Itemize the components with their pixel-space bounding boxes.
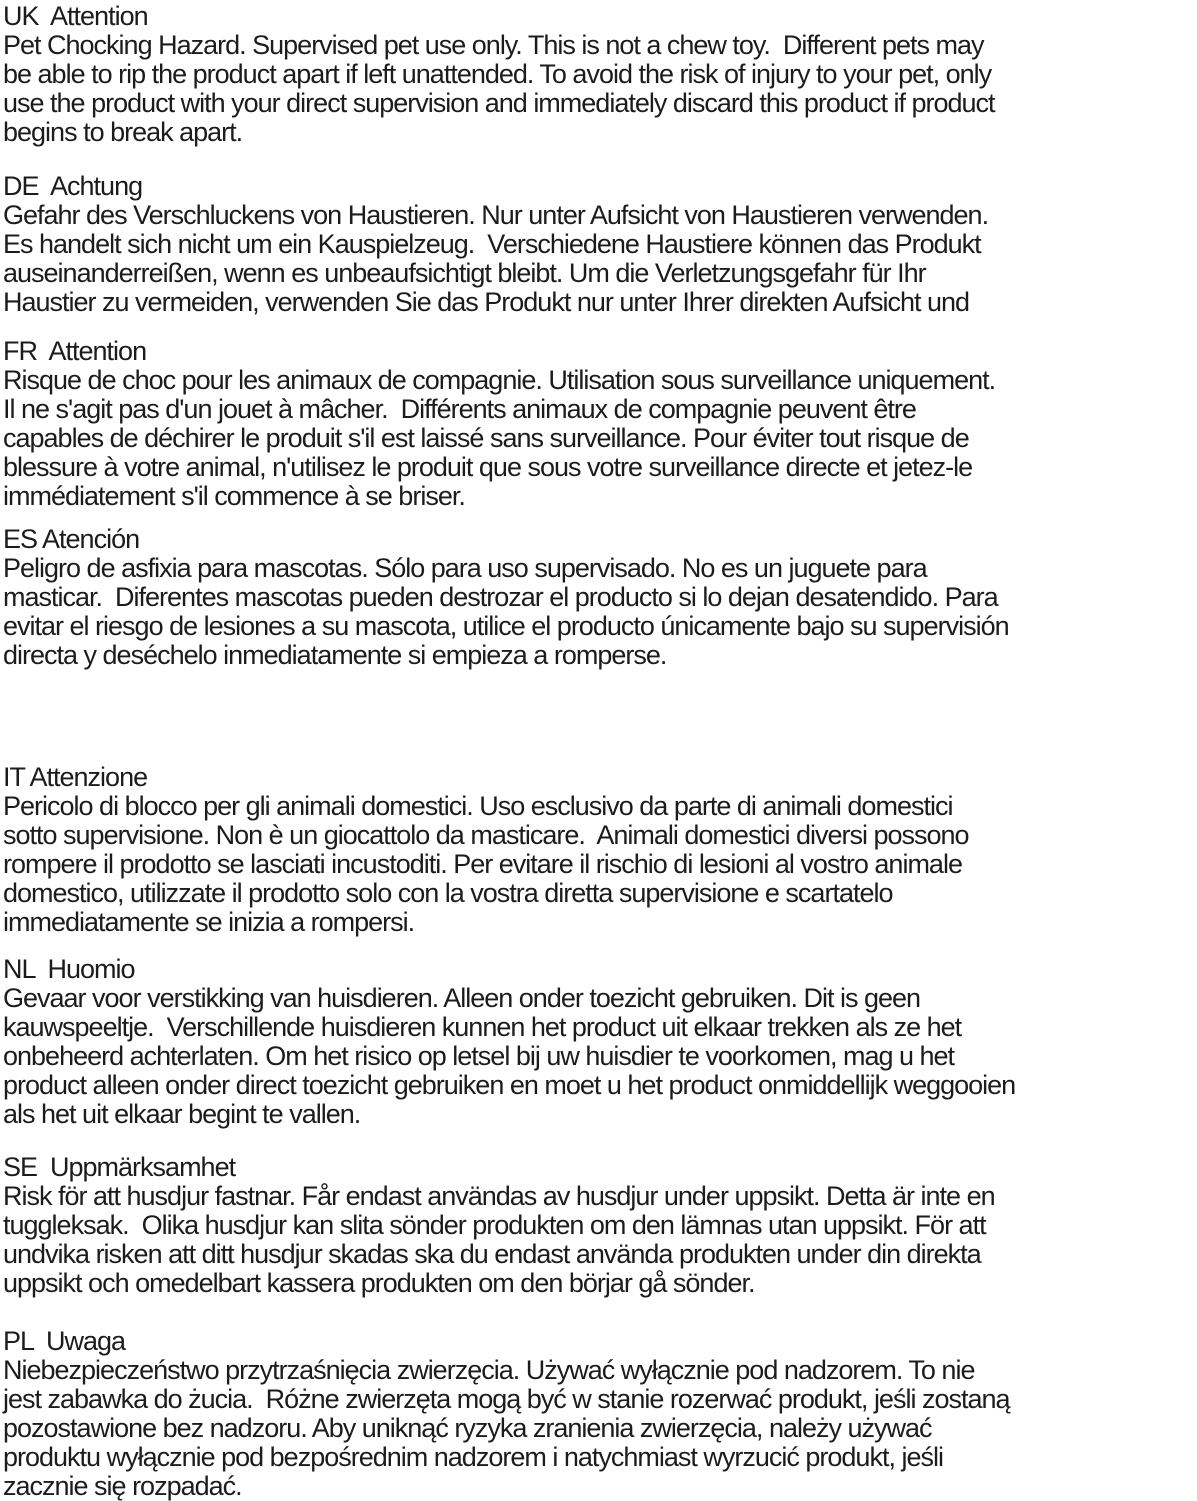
text-line: auseinanderreißen, wenn es unbeaufsichtigt bleibt. Um die Verletzungsgefahr für Ihr bbox=[3, 258, 926, 288]
text-line: tuggleksak. Olika husdjur kan slita sönder produkten om den lämnas utan uppsikt. För att bbox=[3, 1210, 986, 1240]
text-line: be able to rip the product apart if left unattended. To avoid the risk of injury to your pet, only bbox=[3, 59, 992, 89]
text-line: rompere il prodotto se lasciati incustoditi. Per evitare il rischio di lesioni al vostro animale bbox=[3, 849, 962, 879]
section-es bbox=[3, 525, 1197, 670]
text-line: zacznie się rozpadać. bbox=[3, 1471, 242, 1501]
text-line: domestico, utilizzate il prodotto solo con la vostra diretta supervisione e scartatelo bbox=[3, 878, 893, 908]
section-header-nl: NL Huomio bbox=[3, 954, 135, 984]
text-line: capables de déchirer le produit s'il est laissé sans surveillance. Pour éviter tout risque de bbox=[3, 423, 969, 453]
text-line: begins to break apart. bbox=[3, 117, 243, 147]
section-nl bbox=[3, 955, 1197, 1129]
text-line: Pericolo di blocco per gli animali domestici. Uso esclusivo da parte di animali domestici bbox=[3, 791, 953, 821]
section-pl bbox=[3, 1327, 1197, 1501]
text-line: kauwspeeltje. Verschillende huisdieren kunnen het product uit elkaar trekken als ze het bbox=[3, 1012, 962, 1042]
section-fr bbox=[3, 337, 1197, 511]
text-line: Risk för att husdjur fastnar. Får endast användas av husdjur under uppsikt. Detta är inte en bbox=[3, 1181, 995, 1211]
text-line: masticar. Diferentes mascotas pueden destrozar el producto si lo dejan desatendido. Para bbox=[3, 582, 998, 612]
section-it bbox=[3, 763, 1197, 937]
section-header-pl: PL Uwaga bbox=[3, 1326, 126, 1356]
text-line: als het uit elkaar begint te vallen. bbox=[3, 1099, 361, 1129]
section-header-fr: FR Attention bbox=[3, 336, 147, 366]
text-line: Niebezpieczeństwo przytrzaśnięcia zwierzęcia. Używać wyłącznie pod nadzorem. To nie bbox=[3, 1355, 975, 1385]
text-line: evitar el riesgo de lesiones a su mascota, utilice el producto únicamente bajo su supervisión bbox=[3, 611, 1009, 641]
text-line: Es handelt sich nicht um ein Kauspielzeug. Verschiedene Haustiere können das Produkt bbox=[3, 229, 981, 259]
section-header-de: DE Achtung bbox=[3, 171, 143, 201]
section-header-es: ES Atención bbox=[3, 524, 140, 554]
text-line: Gefahr des Verschluckens von Haustieren. Nur unter Aufsicht von Haustieren verwenden. bbox=[3, 200, 989, 230]
text-line: immédiatement s'il commence à se briser. bbox=[3, 481, 465, 511]
text-line: uppsikt och omedelbart kassera produkten om den börjar gå sönder. bbox=[3, 1268, 755, 1298]
text-line: Haustier zu vermeiden, verwenden Sie das Produkt nur unter Ihrer direkten Aufsicht und bbox=[3, 287, 970, 317]
text-line: Pet Chocking Hazard. Supervised pet use only. This is not a chew toy. Different pets may bbox=[3, 30, 984, 60]
section-header-it: IT Attenzione bbox=[3, 762, 148, 792]
text-line: jest zabawka do żucia. Różne zwierzęta mogą być w stanie rozerwać produkt, jeśli zostaną bbox=[3, 1384, 1010, 1414]
text-line: Gevaar voor verstikking van huisdieren. Alleen onder toezicht gebruiken. Dit is geen bbox=[3, 983, 921, 1013]
text-line: product alleen onder direct toezicht gebruiken en moet u het product onmiddellijk weggooien bbox=[3, 1070, 1016, 1100]
text-line: onbeheerd achterlaten. Om het risico op letsel bij uw huisdier te voorkomen, mag u het bbox=[3, 1041, 955, 1071]
section-se bbox=[3, 1153, 1197, 1298]
text-line: blessure à votre animal, n'utilisez le produit que sous votre surveillance directe et jetez-le bbox=[3, 452, 973, 482]
section-de bbox=[3, 172, 1197, 317]
text-line: use the product with your direct supervision and immediately discard this product if product bbox=[3, 88, 995, 118]
section-header-uk: UK Attention bbox=[3, 1, 148, 31]
text-line: pozostawione bez nadzoru. Aby uniknąć ryzyka zranienia zwierzęcia, należy używać bbox=[3, 1413, 932, 1443]
text-line: produktu wyłącznie pod bezpośrednim nadzorem i natychmiast wyrzucić produkt, jeśli bbox=[3, 1442, 943, 1472]
text-line: Il ne s'agit pas d'un jouet à mâcher. Différents animaux de compagnie peuvent être bbox=[3, 394, 916, 424]
section-header-se: SE Uppmärksamhet bbox=[3, 1152, 236, 1182]
text-line: undvika risken att ditt husdjur skadas ska du endast använda produkten under din direkta bbox=[3, 1239, 981, 1269]
text-line: Peligro de asfixia para mascotas. Sólo para uso supervisado. No es un juguete para bbox=[3, 553, 927, 583]
text-line: sotto supervisione. Non è un giocattolo da masticare. Animali domestici diversi possono bbox=[3, 820, 969, 850]
section-uk bbox=[3, 2, 1197, 147]
text-line: immediatamente se inizia a rompersi. bbox=[3, 907, 415, 937]
text-line: directa y deséchelo inmediatamente si empieza a romperse. bbox=[3, 640, 667, 670]
text-line: Risque de choc pour les animaux de compagnie. Utilisation sous surveillance uniquement. bbox=[3, 365, 996, 395]
